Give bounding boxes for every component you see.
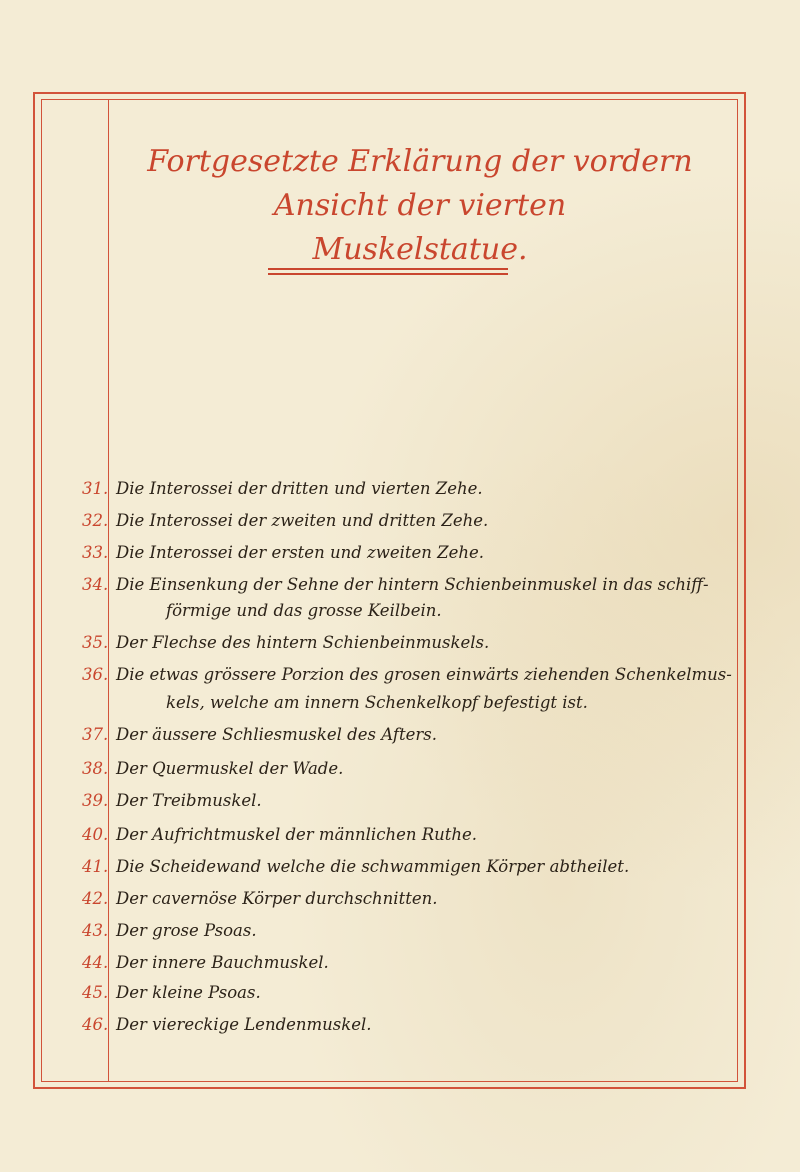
entry-number: 40.: [82, 825, 109, 844]
entry-number: 33.: [82, 543, 109, 562]
entry-text: Die Interossei der zweiten und dritten Zehe.: [116, 511, 489, 530]
entry-number: 39.: [82, 791, 109, 810]
entry-text: Die Interossei der dritten und vierten Zehe.: [116, 479, 483, 498]
entry-text: Der Quermuskel der Wade.: [116, 759, 344, 778]
entry-number: 44.: [82, 953, 109, 972]
title-underline: [268, 268, 508, 278]
entry-number: 43.: [82, 921, 109, 940]
entry-number: 42.: [82, 889, 109, 908]
entry-number: 35.: [82, 633, 109, 652]
entry-number: 38.: [82, 759, 109, 778]
entry-number: 46.: [82, 1015, 109, 1034]
entry-text: Der grose Psoas.: [116, 921, 257, 940]
entry-number: 34.: [82, 575, 109, 594]
page-title: [110, 140, 730, 272]
entry-text: Der Flechse des hintern Schienbeinmuskels.: [116, 633, 490, 652]
entry-text-continuation: förmige und das grosse Keilbein.: [166, 601, 442, 620]
entry-text: Der äussere Schliesmuskel des Afters.: [116, 725, 437, 744]
entry-text: Der innere Bauchmuskel.: [116, 953, 329, 972]
entry-number: 36.: [82, 665, 109, 684]
entry-text: Der cavernöse Körper durchschnitten.: [116, 889, 438, 908]
entry-text-continuation: kels, welche am innern Schenkelkopf befestigt ist.: [166, 693, 588, 712]
title-line-1: Fortgesetzte Erklärung der vordern Ansicht der vierten: [147, 144, 693, 223]
entry-text: Der Aufrichtmuskel der männlichen Ruthe.: [116, 825, 478, 844]
title-line-2: Muskelstatue.: [312, 232, 528, 267]
entry-text: Die Scheidewand welche die schwammigen Körper abtheilet.: [116, 857, 630, 876]
entry-text: Die Einsenkung der Sehne der hintern Schienbeinmuskel in das schiff-: [116, 575, 709, 594]
entry-text: Der viereckige Lendenmuskel.: [116, 1015, 372, 1034]
entry-text: Der Treibmuskel.: [116, 791, 262, 810]
entry-number: 45.: [82, 983, 109, 1002]
entry-number: 32.: [82, 511, 109, 530]
entry-text: Die Interossei der ersten und zweiten Zehe.: [116, 543, 484, 562]
entry-number: 41.: [82, 857, 109, 876]
entry-number: 37.: [82, 725, 109, 744]
entry-text: Der kleine Psoas.: [116, 983, 261, 1002]
entry-text: Die etwas grössere Porzion des grosen einwärts ziehenden Schenkelmus-: [116, 665, 732, 684]
entry-number: 31.: [82, 479, 109, 498]
